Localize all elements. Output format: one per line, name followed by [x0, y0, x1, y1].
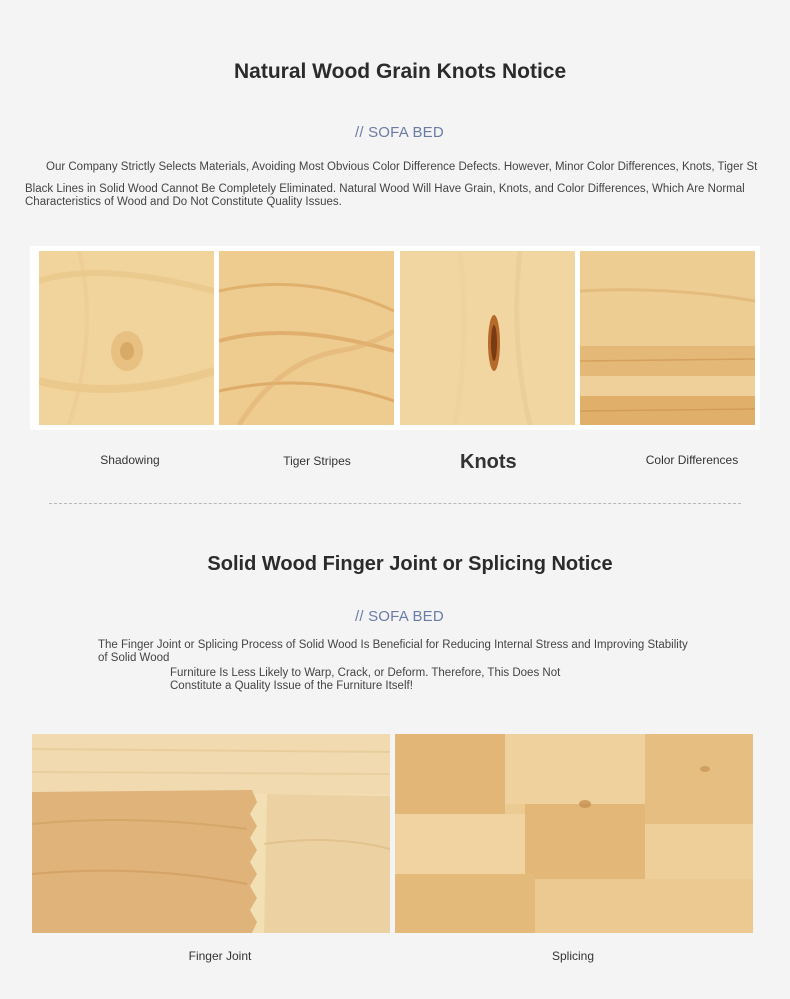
caption-tiger-stripes: Tiger Stripes [283, 454, 351, 468]
wood-sample-tiger-stripes [219, 251, 394, 425]
wood-sample-color-differences [580, 251, 755, 425]
wood-sample-strip [30, 246, 760, 430]
caption-shadowing: Shadowing [100, 453, 160, 467]
wood-sample-shadowing [39, 251, 214, 425]
section2-paragraph-line2: Furniture Is Less Likely to Warp, Crack, or Deform. Therefore, This Does Not Constitute a Quality Issue of the Furniture Itself! [170, 667, 561, 692]
photo-splicing [395, 734, 753, 933]
caption-splicing: Splicing [551, 949, 595, 963]
section2-paragraph-line1: The Finger Joint or Splicing Process of Solid Wood Is Beneficial for Reducing Internal Stress and Improving Stability of Solid Wood [98, 639, 688, 664]
photo-finger-joint [32, 734, 390, 933]
caption-color-differences: Color Differences [645, 453, 739, 467]
section1-paragraph-line2: Black Lines in Solid Wood Cannot Be Completely Eliminated. Natural Wood Will Have Grain, Knots, and Color Differences, Which Are Normal Characteristics of Wood and Do Not Constitute Quality Issues. [25, 183, 745, 208]
section2-subtitle: // SOFA BED [355, 608, 444, 625]
wood-sample-knots [400, 251, 575, 425]
section-divider [49, 503, 741, 504]
section1-title: Natural Wood Grain Knots Notice [234, 60, 567, 83]
caption-finger-joint: Finger Joint [188, 949, 252, 963]
section1-paragraph-line1: Our Company Strictly Selects Materials, Avoiding Most Obvious Color Difference Defects. However, Minor Color Differences, Knots, Tiger St [46, 161, 758, 173]
section1-subtitle: // SOFA BED [355, 124, 444, 141]
section2-title: Solid Wood Finger Joint or Splicing Notice [207, 553, 613, 575]
caption-knots: Knots [460, 451, 517, 473]
